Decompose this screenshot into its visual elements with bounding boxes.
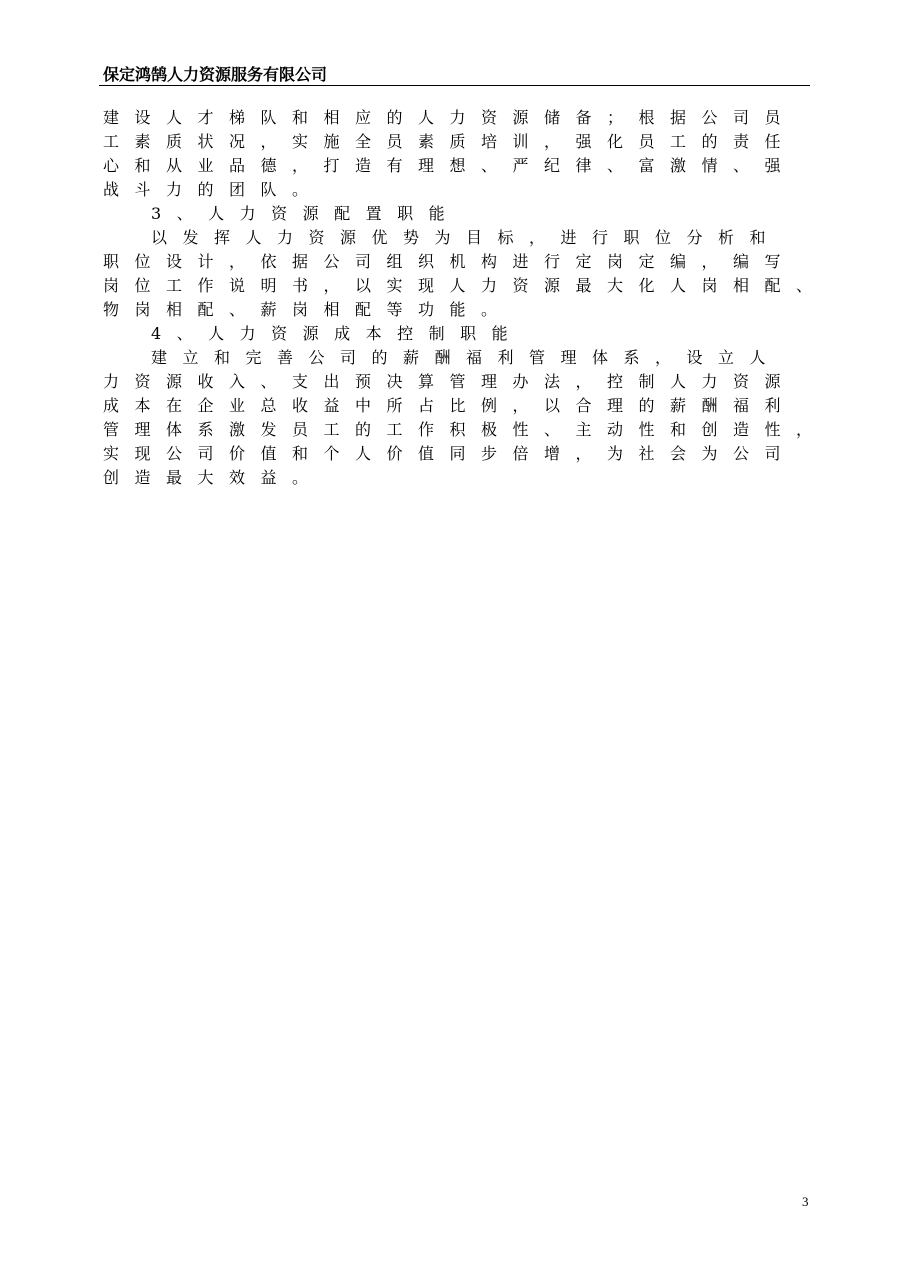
body-line: 创造最大效益。 xyxy=(103,468,324,487)
body-line: 以发挥人力资源优势为目标，进行职位分析和 xyxy=(151,228,782,247)
page-header-company-name: 保定鸿鹄人力资源服务有限公司 xyxy=(103,65,328,84)
body-line: 建立和完善公司的薪酬福利管理体系，设立人 xyxy=(151,348,782,367)
body-line: 职位设计，依据公司组织机构进行定岗定编，编写 xyxy=(103,252,797,271)
body-line: 成本在企业总收益中所占比例，以合理的薪酬福利 xyxy=(103,396,797,415)
document-body xyxy=(103,106,833,490)
body-line: 力资源收入、支出预决算管理办法，控制人力资源 xyxy=(103,372,797,391)
section-heading-4: 4、人力资源成本控制职能 xyxy=(151,324,524,343)
body-line: 管理体系激发员工的工作积极性、主动性和创造性， xyxy=(103,420,828,439)
body-line: 工素质状况，实施全员素质培训，强化员工的责任 xyxy=(103,132,797,151)
body-line: 实现公司价值和个人价值同步倍增，为社会为公司 xyxy=(103,444,797,463)
body-line: 物岗相配、薪岗相配等功能。 xyxy=(103,300,513,319)
header-divider xyxy=(99,85,810,86)
section-heading-3: 3、人力资源配置职能 xyxy=(151,204,461,223)
body-line: 建设人才梯队和相应的人力资源储备；根据公司员 xyxy=(103,108,797,127)
body-line: 心和从业品德，打造有理想、严纪律、富激情、强 xyxy=(103,156,797,175)
body-line: 岗位工作说明书，以实现人力资源最大化人岗相配、 xyxy=(103,276,828,295)
body-line: 战斗力的团队。 xyxy=(103,180,324,199)
page-number: 3 xyxy=(802,1194,809,1209)
